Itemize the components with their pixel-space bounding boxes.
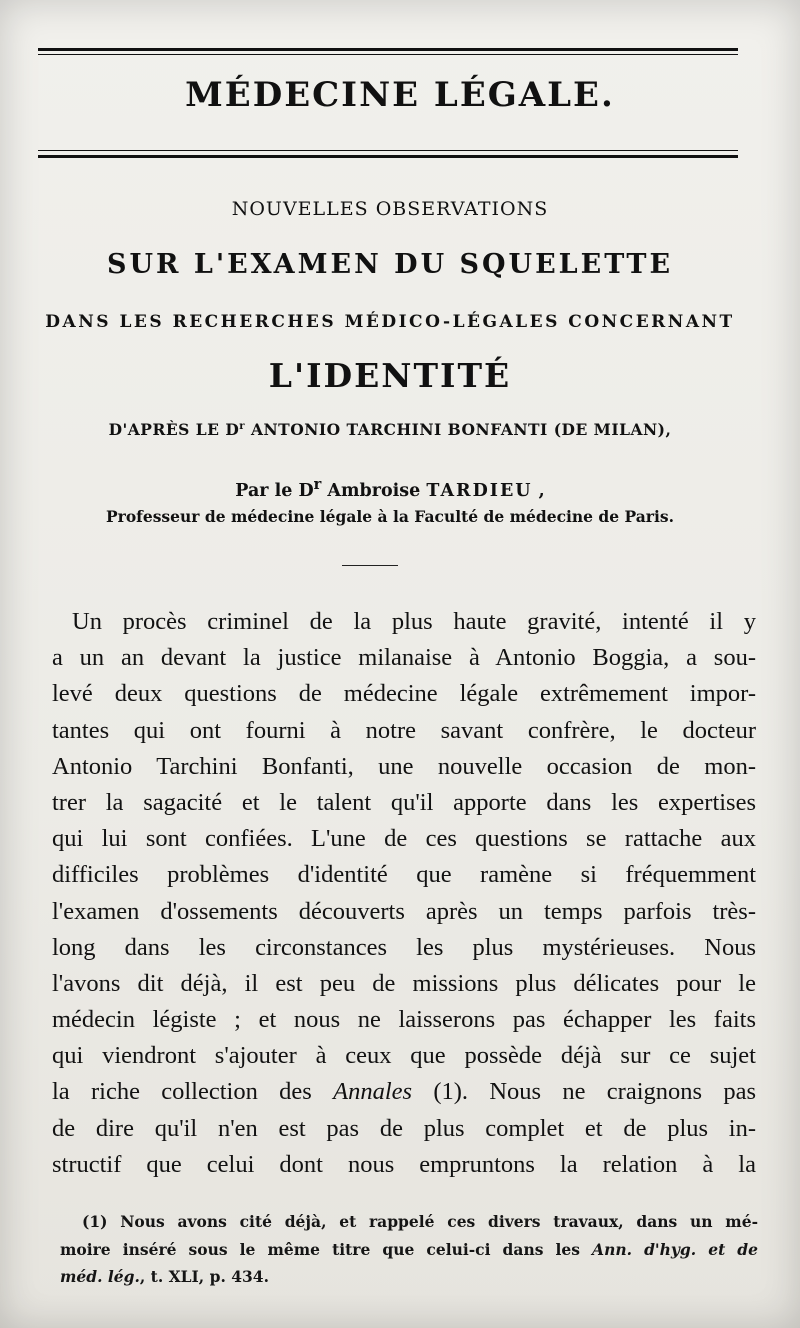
author-affiliation: Professeur de médecine légale à la Faculté de médecine de Paris. xyxy=(106,507,674,526)
body-paragraph xyxy=(52,604,756,1183)
separator-rule xyxy=(342,565,398,566)
source-prefix: D'APRÈS LE D xyxy=(108,420,240,439)
body-line-with-italic xyxy=(52,1074,756,1110)
body-line: Antonio Tarchini Bonfanti, une nouvelle occasion de mon- xyxy=(52,752,756,780)
body-line: long dans les circonstances les plus mystérieuses. Nous xyxy=(52,933,756,961)
body-line: qui lui sont confiées. L'une de ces questions se rattache aux xyxy=(52,825,756,853)
body-line: difficiles problèmes d'identité que ramène si fréquemment xyxy=(52,861,756,889)
header-rule-top-thin xyxy=(38,54,738,55)
body-line: levé deux questions de médecine légale extrêmement impor- xyxy=(52,680,756,708)
header-rule-bottom-thin xyxy=(38,150,738,151)
footnote xyxy=(60,1208,758,1291)
article-title-line-3: DANS LES RECHERCHES MÉDICO-LÉGALES CONCERNANT xyxy=(45,312,735,332)
author-first: Ambroise xyxy=(321,480,427,501)
annales-italic: Annales xyxy=(333,1078,413,1106)
footnote-line-3 xyxy=(60,1263,758,1291)
author-suffix: , xyxy=(532,480,545,501)
body-line: tantes qui ont fourni à notre savant confrère, le docteur xyxy=(52,716,756,744)
body-line: a un an devant la justice milanaise à Antonio Boggia, a sou- xyxy=(52,644,756,672)
body-line: Un procès criminel de la plus haute gravité, intenté il y xyxy=(72,608,756,635)
author-prefix: Par le D xyxy=(235,480,314,501)
header-rule-bottom xyxy=(38,155,738,158)
body-line: l'avons dit déjà, il est peu de missions plus délicates pour le xyxy=(52,969,756,997)
author-sup: r xyxy=(313,476,322,493)
body-line: trer la sagacité et le talent qu'il apporte dans les expertises xyxy=(52,788,756,816)
footnote-part: moire inséré sous le même titre que celui-ci dans les xyxy=(60,1239,593,1259)
article-author xyxy=(40,476,740,501)
article-title-line-1: NOUVELLES OBSERVATIONS xyxy=(231,198,549,220)
footnote-line-2 xyxy=(60,1236,758,1264)
footnote-italic: méd. lég. xyxy=(60,1267,140,1286)
source-sup: r xyxy=(239,420,246,432)
body-line: l'examen d'ossements découverts après un temps parfois très- xyxy=(52,897,756,925)
header-rule-top xyxy=(38,48,738,51)
article-source xyxy=(40,420,740,439)
footnote-italic: Ann. d'hyg. et de xyxy=(592,1239,759,1259)
footnote-line-1: (1) Nous avons cité déjà, et rappelé ces divers travaux, dans un mé- xyxy=(82,1212,758,1231)
body-line: qui viendront s'ajouter à ceux que possède déjà sur ce sujet xyxy=(52,1042,756,1070)
source-rest: ANTONIO TARCHINI BONFANTI (DE MILAN), xyxy=(245,420,672,439)
section-title: MÉDECINE LÉGALE. xyxy=(185,75,615,115)
body-line: de dire qu'il n'en est pas de plus complet et de plus in- xyxy=(52,1114,756,1142)
footnote-part: , t. XLI, p. 434. xyxy=(139,1267,269,1286)
article-title-line-4: L'IDENTITÉ xyxy=(268,356,512,395)
body-line-part: (1). Nous ne craignons pas xyxy=(412,1078,757,1106)
author-last: TARDIEU xyxy=(426,480,533,501)
body-line-part: la riche collection des xyxy=(52,1078,334,1106)
body-line: médecin légiste ; et nous ne laisserons pas échapper les faits xyxy=(52,1006,756,1034)
body-line: structif que celui dont nous empruntons la relation à la xyxy=(52,1150,756,1178)
article-title-line-2: SUR L'EXAMEN DU SQUELETTE xyxy=(106,249,674,280)
